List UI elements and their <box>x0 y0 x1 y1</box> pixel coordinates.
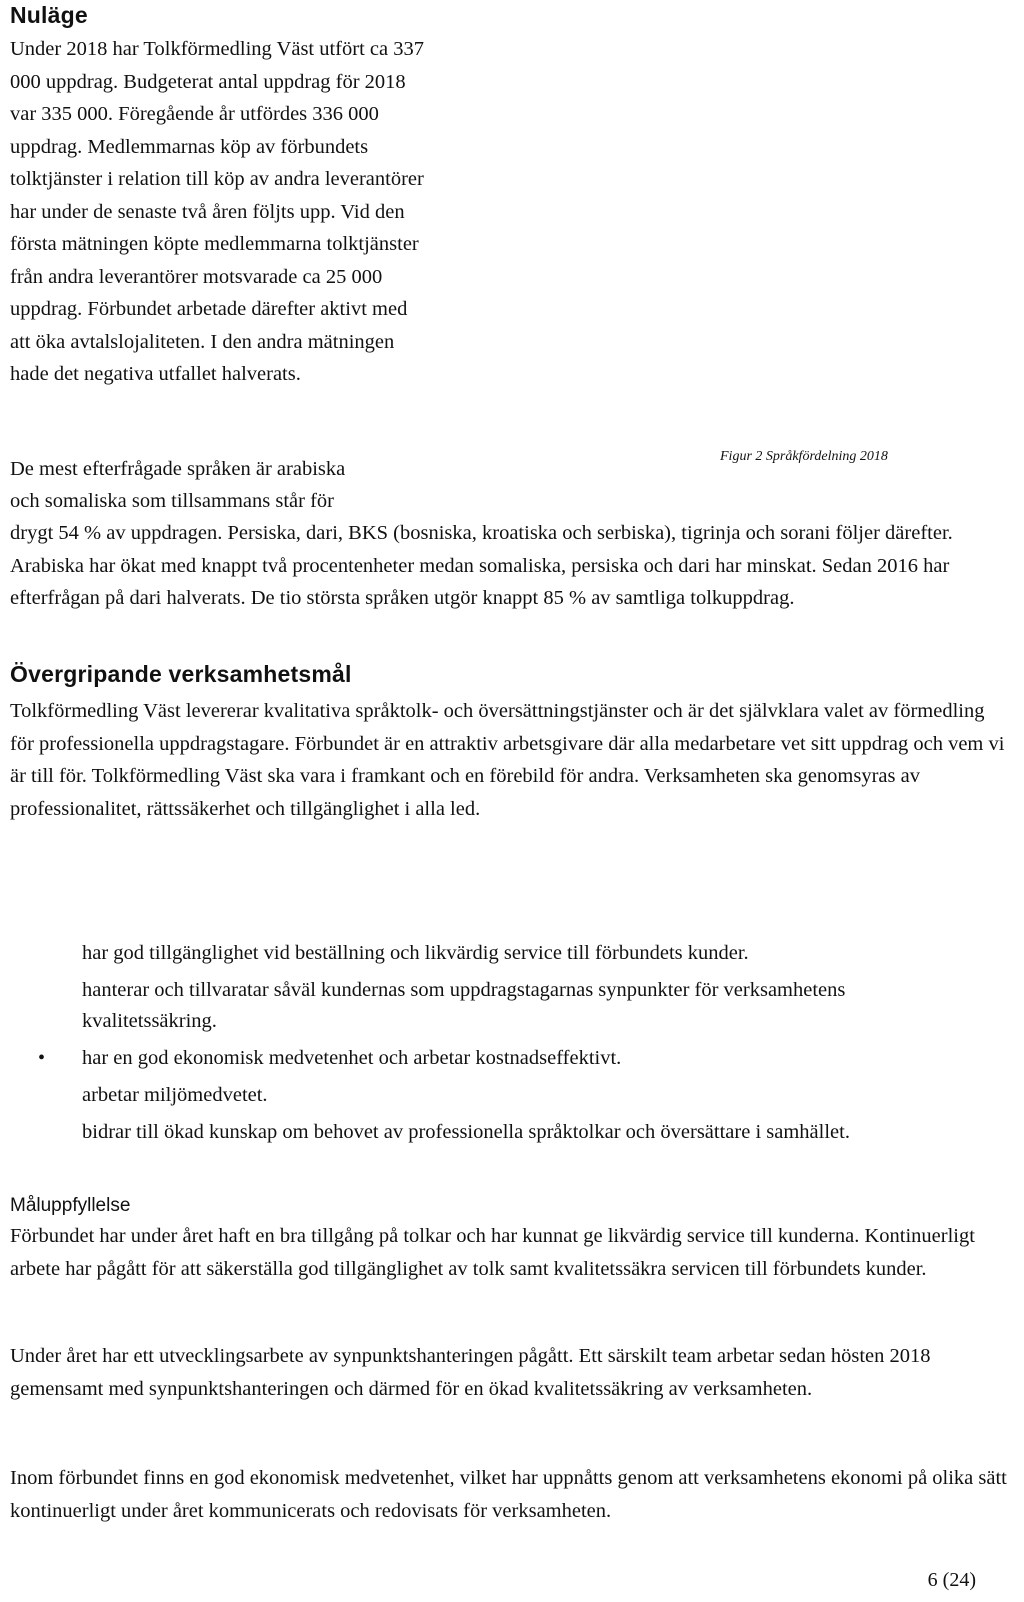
nulage-paragraph-2-line-2: och somaliska som tillsammans står för <box>10 490 334 512</box>
goal-item-5: bidrar till ökad kunskap om behovet av professionella språktolkar och översättare i samhället. <box>82 1121 850 1143</box>
overgripande-paragraph: Tolkförmedling Väst levererar kvalitativa språktolk- och översättningstjänster och är det självklara valet av förmedling för professionella uppdragstagare. Förbundet är en attraktiv arbetsgivare där alla medarbetare vet sitt uppdrag och vem vi är till för. Tolkförmedling Väst ska vara i framkant och en förebild för andra. Verksamheten ska genomsyras av professionalitet, rättssäkerhet och tillgänglighet i alla led. <box>10 700 1005 820</box>
nulage-paragraph-2-rest: drygt 54 % av uppdragen. Persiska, dari, BKS (bosniska, kroatiska och serbiska), tigrinja och sorani följer därefter. Arabiska har ökat med knappt två procentenheter medan somaliska, persiska och dari har minskat. Sedan 2016 har efterfrågan på dari halverats. De tio största språken utgör knappt 85 % av samtliga tolkuppdrag. <box>10 522 953 609</box>
maluppfyllelse-paragraph-3: Inom förbundet finns en god ekonomisk medvetenhet, vilket har uppnåtts genom att verksamhetens ekonomi på olika sätt kontinuerligt under året kommunicerats och redovisats för verksamheten. <box>10 1467 1007 1522</box>
section-heading-maluppfyllelse: Måluppfyllelse <box>10 1195 131 1216</box>
maluppfyllelse-paragraph-1: Förbundet har under året haft en bra tillgång på tolkar och har kunnat ge likvärdig service till kunderna. Kontinuerligt arbete har pågått för att säkerställa god tillgänglighet av tolk samt kvalitetssäkra servicen till förbundets kunder. <box>10 1225 975 1280</box>
nulage-paragraph-1: Under 2018 har Tolkförmedling Väst utfört ca 337 000 uppdrag. Budgeterat antal uppdrag för 2018 var 335 000. Föregående år utfördes 336 000 uppdrag. Medlemmarnas köp av förbundets tolktjänster i relation till köp av andra leverantörer har under de senaste två åren följts upp. Vid den första mätningen köpte medlemmarna tolktjänster från andra leverantörer motsvarade ca 25 000 uppdrag. Förbundet arbetade därefter aktivt med att öka avtalslojaliteten. I den andra mätningen hade det negativa utfallet halverats. <box>10 38 424 385</box>
maluppfyllelse-paragraph-2: Under året har ett utvecklingsarbete av synpunktshanteringen pågått. Ett särskilt team arbetar sedan hösten 2018 gemensamt med synpunktshanteringen och därmed för en ökad kvalitetssäkring av verksamheten. <box>10 1345 931 1400</box>
goal-item-4: arbetar miljömedvetet. <box>82 1084 268 1106</box>
section-heading-nulage: Nuläge <box>10 2 88 28</box>
goal-item-2: hanterar och tillvaratar såväl kundernas som uppdragstagarnas synpunkter för verksamhetens kvalitetssäkring. <box>82 979 846 1032</box>
goal-item-3: • har en god ekonomisk medvetenhet och arbetar kostnadseffektivt. <box>82 1043 962 1074</box>
goals-list <box>82 938 962 1154</box>
nulage-paragraph-2-line-1: De mest efterfrågade språken är arabiska <box>10 458 346 480</box>
figure-caption: Figur 2 Språkfördelning 2018 <box>720 449 888 464</box>
section-heading-overgripande: Övergripande verksamhetsmål <box>10 661 352 687</box>
page-number: 6 (24) <box>927 1569 976 1591</box>
goal-item-1: har god tillgänglighet vid beställning och likvärdig service till förbundets kunder. <box>82 942 749 964</box>
